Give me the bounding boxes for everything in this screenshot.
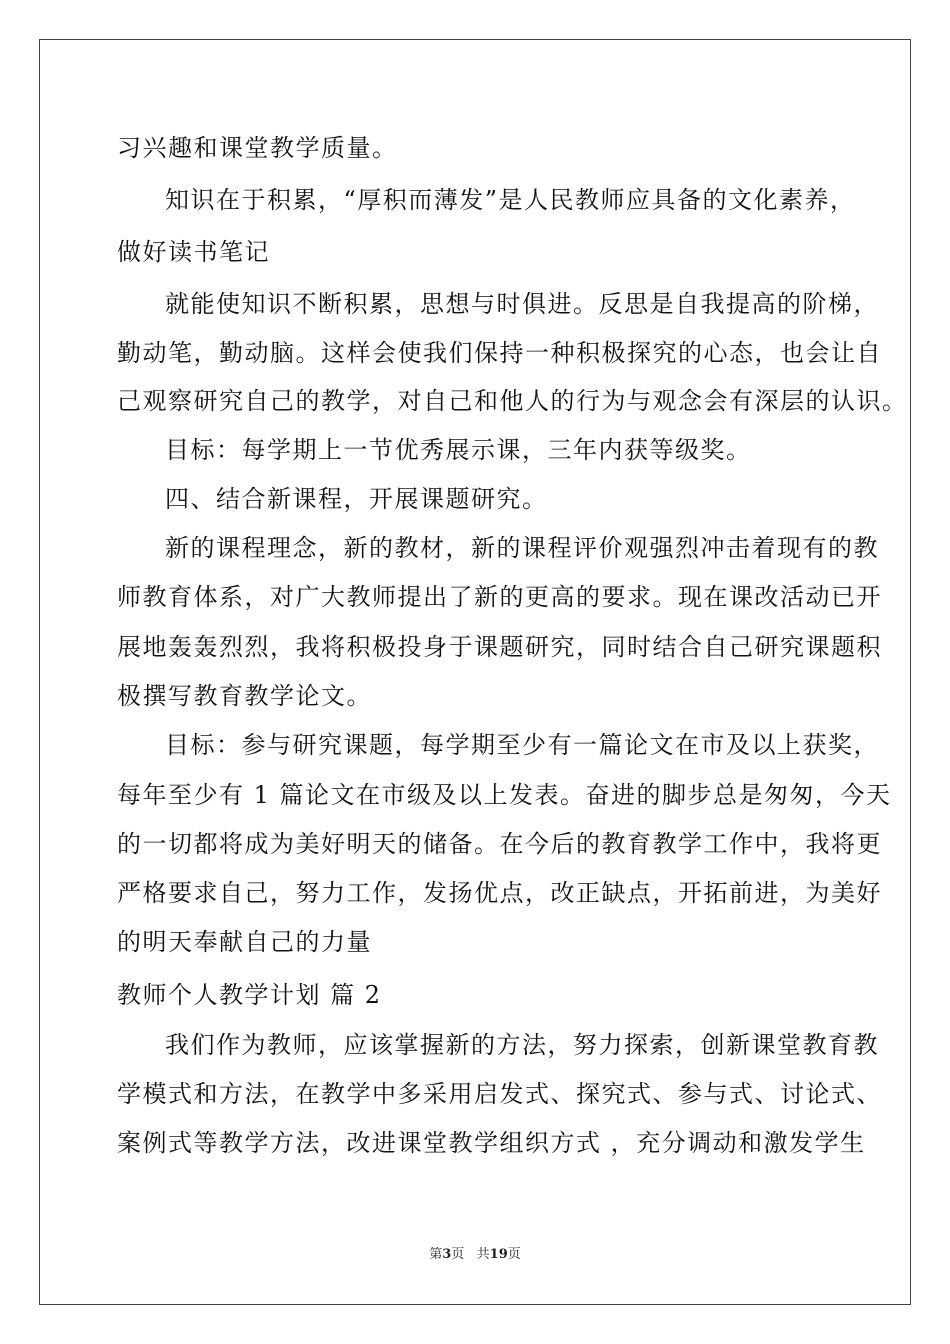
- text-line: 目标：参与研究课题，每学期至少有一篇论文在市及以上获奖，: [165, 731, 879, 759]
- text-line: 师教育体系，对广大教师提出了新的更高的要求。现在课改活动已开: [117, 583, 882, 611]
- text-line: 勤动笔，勤动脑。这样会使我们保持一种积极探究的心态，也会让自: [117, 339, 882, 367]
- text-line: 的一切都将成为美好明天的储备。在今后的教育教学工作中，我将更: [117, 830, 882, 858]
- footer-suffix: 页: [507, 1247, 521, 1262]
- text-line: 案例式等教学方法，改进课堂教学组织方式 ，充分调动和激发学生: [117, 1129, 866, 1157]
- text-line: 己观察研究自己的教学，对自己和他人的行为与观念会有深层的认识。: [117, 387, 908, 415]
- text-line: 知识在于积累，“厚积而薄发”是人民教师应具备的文化素养，: [165, 186, 856, 214]
- page-footer: [0, 1247, 950, 1263]
- text-line: 展地轰轰烈烈，我将积极投身于课题研究，同时结合自己研究课题积: [117, 633, 882, 661]
- footer-total-pages: 19: [489, 1247, 508, 1262]
- section-heading: 教师个人教学计划 篇 2: [117, 981, 382, 1009]
- text-line: 严格要求自己，努力工作，发扬优点，改正缺点，开拓前进，为美好: [117, 879, 882, 907]
- text-line: 的明天奉献自己的力量: [117, 928, 372, 956]
- footer-page-number: 3: [442, 1247, 452, 1262]
- text-line: 学模式和方法，在教学中多采用启发式、探究式、参与式、讨论式、: [117, 1080, 882, 1108]
- text-line: 四、结合新课程，开展课题研究。: [165, 485, 548, 513]
- footer-middle: 页 共: [451, 1247, 490, 1262]
- text-line: 新的课程理念，新的教材，新的课程评价观强烈冲击着现有的教: [165, 534, 879, 562]
- text-line: 目标：每学期上一节优秀展示课，三年内获等级奖。: [165, 436, 752, 464]
- text-line: 极撰写教育教学论文。: [117, 682, 372, 710]
- text-line: 习兴趣和课堂教学质量。: [117, 134, 398, 162]
- text-line: 我们作为教师，应该掌握新的方法，努力探索，创新课堂教育教: [165, 1031, 879, 1059]
- text-line: 每年至少有 1 篇论文在市级及以上发表。奋进的脚步总是匆匆，今天: [117, 781, 892, 809]
- text-line: 就能使知识不断积累，思想与时俱进。反思是自我提高的阶梯，: [165, 290, 879, 318]
- page-border: [39, 39, 911, 1305]
- text-line: 做好读书笔记: [117, 238, 270, 266]
- footer-prefix: 第: [429, 1247, 443, 1262]
